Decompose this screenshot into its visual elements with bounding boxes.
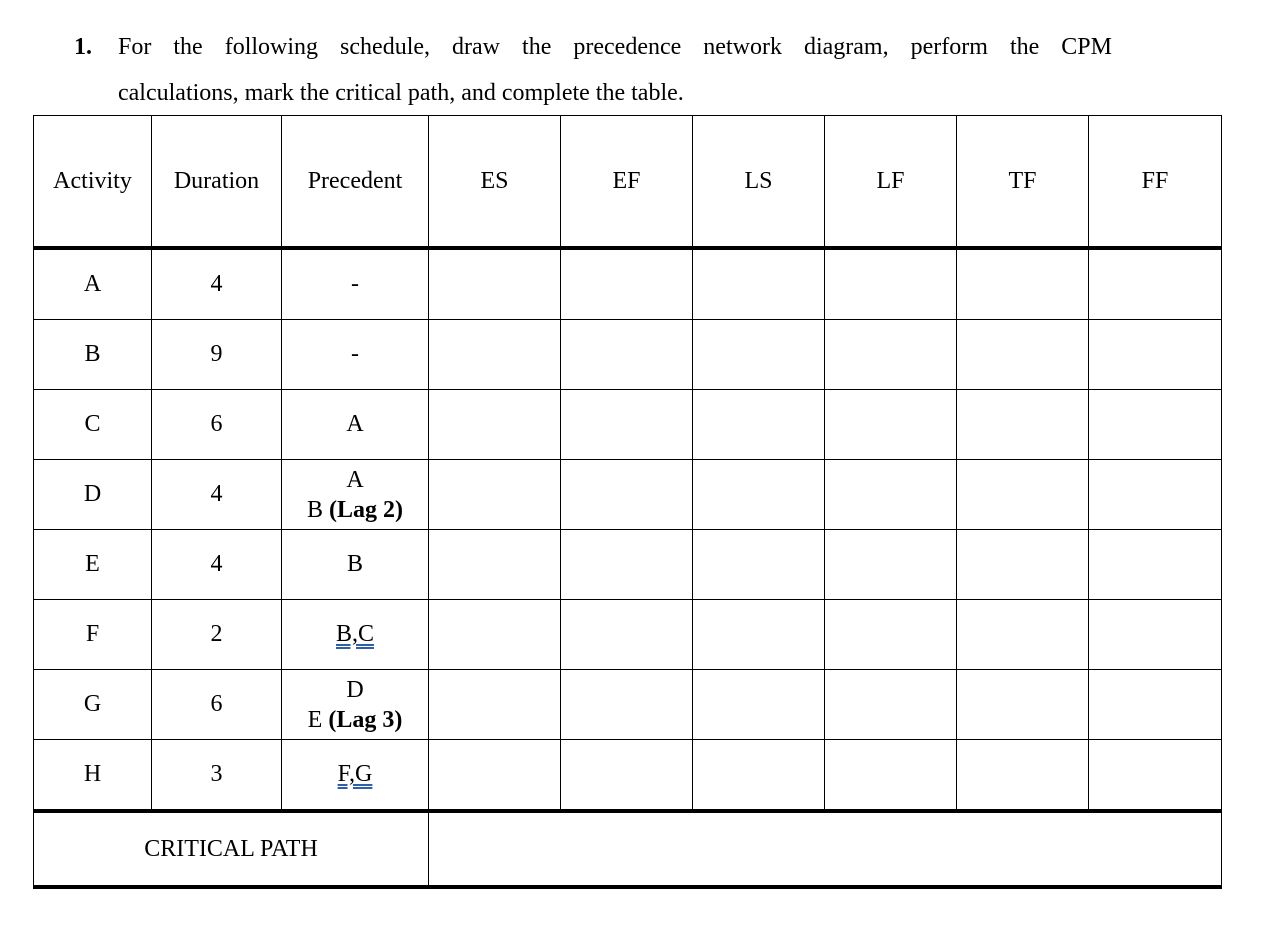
question-word: following xyxy=(224,34,319,60)
ff-answer-cell[interactable] xyxy=(1089,740,1222,812)
lag-label: (Lag 2) xyxy=(329,496,403,523)
es-answer-cell[interactable] xyxy=(429,740,561,812)
table-body xyxy=(34,248,1222,811)
question-word: draw xyxy=(452,34,501,60)
ls-answer-cell[interactable] xyxy=(693,460,825,530)
precedent-activity: A xyxy=(346,411,364,437)
ff-answer-cell[interactable] xyxy=(1089,460,1222,530)
duration-cell: 6 xyxy=(152,670,282,740)
critical-path-row xyxy=(34,811,1222,887)
precedent-cell xyxy=(282,740,429,812)
activity-cell: A xyxy=(34,248,152,320)
precedent-cell xyxy=(282,530,429,600)
precedent-line xyxy=(282,705,428,735)
header-lf: LF xyxy=(825,116,957,249)
es-answer-cell[interactable] xyxy=(429,390,561,460)
es-answer-cell[interactable] xyxy=(429,530,561,600)
duration-cell: 2 xyxy=(152,600,282,670)
precedent-activity: B xyxy=(306,496,323,523)
question-word: the xyxy=(173,34,203,60)
table-row xyxy=(34,530,1222,600)
precedent-activity: F,G xyxy=(337,761,373,787)
header-ff: FF xyxy=(1089,116,1222,249)
question-word: the xyxy=(1009,34,1040,60)
precedent-cell xyxy=(282,248,429,320)
question-number: 1. xyxy=(74,34,92,60)
precedent-cell xyxy=(282,460,429,530)
question-word: schedule, xyxy=(340,34,431,60)
precedent-line xyxy=(346,411,363,437)
activity-cell: B xyxy=(34,320,152,390)
tf-answer-cell[interactable] xyxy=(957,320,1089,390)
question-word: CPM xyxy=(1061,34,1112,60)
table-row xyxy=(34,670,1222,740)
ef-answer-cell[interactable] xyxy=(561,670,693,740)
es-answer-cell[interactable] xyxy=(429,248,561,320)
lf-answer-cell[interactable] xyxy=(825,248,957,320)
table-header-row xyxy=(34,116,1222,249)
ls-answer-cell[interactable] xyxy=(693,390,825,460)
lf-answer-cell[interactable] xyxy=(825,670,957,740)
duration-cell: 3 xyxy=(152,740,282,812)
ff-answer-cell[interactable] xyxy=(1089,248,1222,320)
precedent-line xyxy=(347,551,363,577)
header-activity: Activity xyxy=(34,116,152,249)
ls-answer-cell[interactable] xyxy=(693,670,825,740)
header-ls: LS xyxy=(693,116,825,249)
ef-answer-cell[interactable] xyxy=(561,600,693,670)
precedent-activity: - xyxy=(351,271,359,297)
ff-answer-cell[interactable] xyxy=(1089,530,1222,600)
ff-answer-cell[interactable] xyxy=(1089,320,1222,390)
precedent-line xyxy=(282,465,428,495)
precedent-line xyxy=(282,495,428,525)
critical-path-label: CRITICAL PATH xyxy=(34,811,429,887)
activity-cell: F xyxy=(34,600,152,670)
duration-cell: 9 xyxy=(152,320,282,390)
activity-cell: D xyxy=(34,460,152,530)
activity-cell: G xyxy=(34,670,152,740)
duration-cell: 6 xyxy=(152,390,282,460)
ef-answer-cell[interactable] xyxy=(561,390,693,460)
lf-answer-cell[interactable] xyxy=(825,320,957,390)
precedent-line xyxy=(336,621,374,647)
es-answer-cell[interactable] xyxy=(429,320,561,390)
table-row xyxy=(34,320,1222,390)
es-answer-cell[interactable] xyxy=(429,460,561,530)
ls-answer-cell[interactable] xyxy=(693,530,825,600)
duration-cell: 4 xyxy=(152,248,282,320)
table-row xyxy=(34,600,1222,670)
header-es: ES xyxy=(429,116,561,249)
duration-cell: 4 xyxy=(152,460,282,530)
lf-answer-cell[interactable] xyxy=(825,460,957,530)
precedent-cell xyxy=(282,320,429,390)
question-word: network xyxy=(703,34,782,60)
ef-answer-cell[interactable] xyxy=(561,248,693,320)
ff-answer-cell[interactable] xyxy=(1089,600,1222,670)
precedent-cell xyxy=(282,390,429,460)
tf-answer-cell[interactable] xyxy=(957,390,1089,460)
table-row xyxy=(34,390,1222,460)
precedent-activity: D xyxy=(346,676,364,703)
lf-answer-cell[interactable] xyxy=(825,740,957,812)
duration-cell: 4 xyxy=(152,530,282,600)
question-word: perform xyxy=(910,34,988,60)
header-ef: EF xyxy=(561,116,693,249)
activity-cell: E xyxy=(34,530,152,600)
ef-answer-cell[interactable] xyxy=(561,740,693,812)
tf-answer-cell[interactable] xyxy=(957,248,1089,320)
table-row xyxy=(34,248,1222,320)
table-row xyxy=(34,740,1222,812)
ls-answer-cell[interactable] xyxy=(693,248,825,320)
ff-answer-cell[interactable] xyxy=(1089,670,1222,740)
lag-label: (Lag 3) xyxy=(328,706,403,733)
question-word: For xyxy=(118,34,152,60)
ef-answer-cell[interactable] xyxy=(561,530,693,600)
es-answer-cell[interactable] xyxy=(429,600,561,670)
es-answer-cell[interactable] xyxy=(429,670,561,740)
precedent-line xyxy=(282,675,428,705)
header-precedent: Precedent xyxy=(282,116,429,249)
question-text-line-1 xyxy=(118,24,1112,70)
tf-answer-cell[interactable] xyxy=(957,530,1089,600)
precedent-activity: - xyxy=(351,341,359,367)
header-tf: TF xyxy=(957,116,1089,249)
tf-answer-cell[interactable] xyxy=(957,460,1089,530)
precedent-line xyxy=(338,761,373,787)
critical-path-answer-cell[interactable] xyxy=(429,811,1222,887)
precedent-activity: A xyxy=(346,466,364,493)
tf-answer-cell[interactable] xyxy=(957,740,1089,812)
tf-answer-cell[interactable] xyxy=(957,670,1089,740)
table-row xyxy=(34,460,1222,530)
ls-answer-cell[interactable] xyxy=(693,320,825,390)
precedent-activity: B,C xyxy=(335,621,374,647)
ef-answer-cell[interactable] xyxy=(561,460,693,530)
tf-answer-cell[interactable] xyxy=(957,600,1089,670)
cpm-table xyxy=(33,115,1222,889)
precedent-line xyxy=(351,271,359,297)
header-duration: Duration xyxy=(152,116,282,249)
lf-answer-cell[interactable] xyxy=(825,530,957,600)
question-word: diagram, xyxy=(803,34,889,60)
precedent-cell xyxy=(282,600,429,670)
ls-answer-cell[interactable] xyxy=(693,600,825,670)
question-word: precedence xyxy=(573,34,682,60)
activity-cell: H xyxy=(34,740,152,812)
precedent-cell xyxy=(282,670,429,740)
ef-answer-cell[interactable] xyxy=(561,320,693,390)
precedent-line xyxy=(351,341,359,367)
question-text-line-2: calculations, mark the critical path, and complete the table. xyxy=(118,80,684,106)
question-word: the xyxy=(522,34,552,60)
precedent-activity: B xyxy=(346,551,363,577)
lf-answer-cell[interactable] xyxy=(825,600,957,670)
lf-answer-cell[interactable] xyxy=(825,390,957,460)
precedent-activity: E xyxy=(307,706,323,733)
ff-answer-cell[interactable] xyxy=(1089,390,1222,460)
ls-answer-cell[interactable] xyxy=(693,740,825,812)
activity-cell: C xyxy=(34,390,152,460)
